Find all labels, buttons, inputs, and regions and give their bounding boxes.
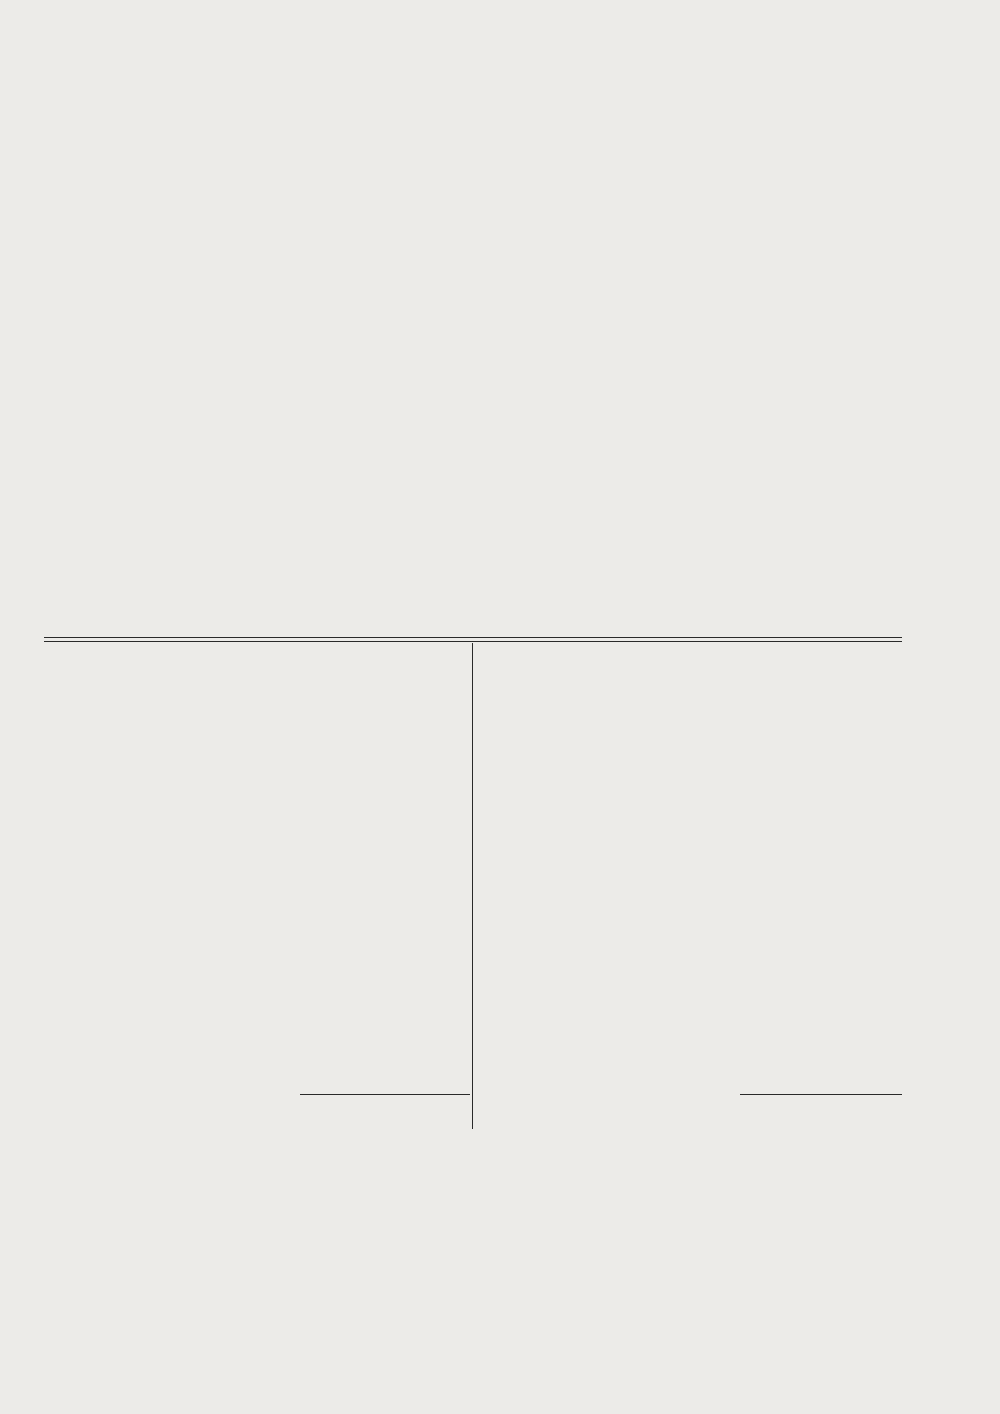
aktiva-total [250, 1097, 466, 1117]
passiva-sum-rule [740, 1094, 902, 1095]
balance-top-rule [44, 637, 902, 638]
passiva-total [680, 1097, 902, 1117]
running-header [44, 18, 902, 44]
balance-sheet-header [44, 612, 902, 636]
balance-column-divider [472, 643, 473, 1129]
balance-top-rule-2 [44, 641, 902, 642]
aktiva-sum-rule [300, 1094, 470, 1095]
